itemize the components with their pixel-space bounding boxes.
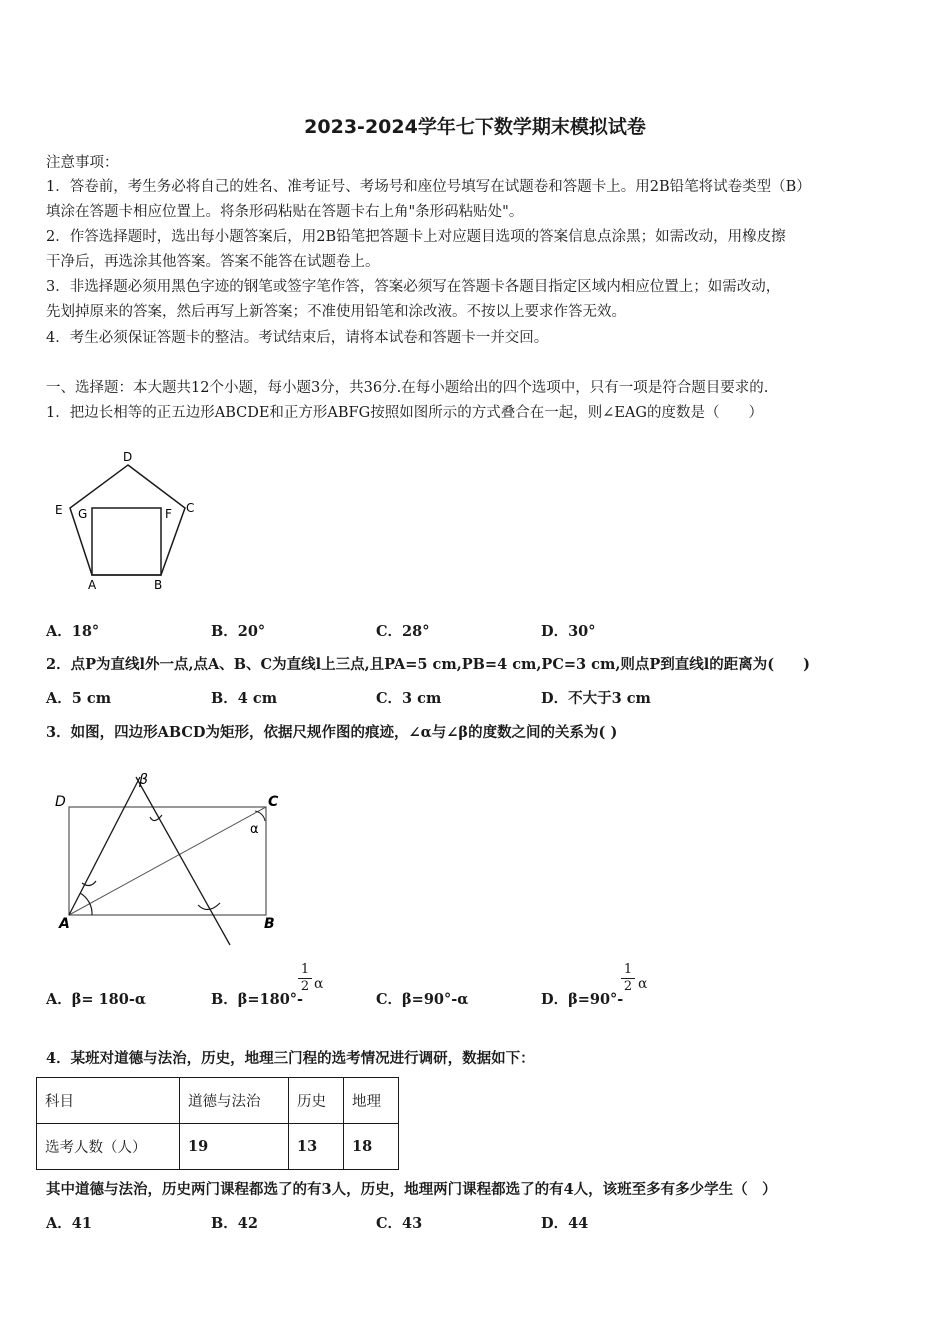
perpendicular-bisector (136, 777, 230, 945)
table-cell: 19 (180, 1124, 289, 1170)
q3-figure (50, 765, 300, 950)
label-e: E (55, 503, 63, 517)
table-cell: 13 (289, 1124, 344, 1170)
square-abfg (92, 508, 161, 575)
q4-option-c: C．43 (376, 1215, 423, 1232)
q2-option-d: D．不大于3 cm (541, 690, 651, 707)
page-title: 2023-2024学年七下数学期末模拟试卷 (304, 116, 646, 138)
q1-figure (45, 445, 205, 595)
q2-option-c: C．3 cm (376, 690, 442, 707)
label-c: C (268, 794, 279, 810)
q4-after: 其中道德与法治，历史两门课程都选了的有3人，历史，地理两门课程都选了的有4人，该班至多有多少学生（ ） (46, 1181, 777, 1198)
q2-option-a: A．5 cm (46, 690, 112, 707)
q3-option-b: B．β=180°- (211, 991, 304, 1008)
q2-option-b: B．4 cm (211, 690, 278, 707)
arc-a (80, 893, 92, 915)
table-header-cell: 历史 (289, 1078, 344, 1124)
table-header-cell: 道德与法治 (180, 1078, 289, 1124)
notice-line: 3．非选择题必须用黑色字迹的钢笔或签字笔作答，答案必须写在答题卡各题目指定区域内相应位置上；如需改动， (46, 279, 781, 295)
q1-option-d: D．30° (541, 623, 596, 640)
label-d: D (123, 450, 133, 464)
q3-option-b-fraction: 1 2 (298, 963, 312, 994)
label-f: F (165, 507, 172, 521)
q3-option-a: A．β= 180-α (46, 991, 147, 1008)
q3-option-d-fraction: 1 2 (621, 963, 635, 994)
table-row (37, 1124, 399, 1170)
label-a: A (88, 578, 97, 592)
q4-option-a: A．41 (46, 1215, 92, 1232)
notice-heading: 注意事项： (46, 155, 119, 171)
q1-option-c: C．28° (376, 623, 430, 640)
label-alpha: α (250, 822, 259, 837)
q1-option-b: B．20° (211, 623, 266, 640)
q3-stem: 3．如图，四边形ABCD为矩形，依据尺规作图的痕迹，∠α与∠β的度数之间的关系为( ) (46, 724, 618, 741)
table-header-row (37, 1078, 399, 1124)
notice-line: 干净后，再选涂其他答案。答案不能答在试题卷上。 (46, 254, 380, 270)
label-c: C (186, 501, 195, 515)
notice-line: 1．答卷前，考生务必将自己的姓名、准考证号、考场号和座位号填写在试题卷和答题卡上。用2B铅笔将试卷类型（B） (46, 179, 811, 195)
notice-line: 4．考生必须保证答题卡的整洁。考试结束后，请将本试卷和答题卡一并交回。 (46, 330, 549, 346)
notice-line: 填涂在答题卡相应位置上。将条形码粘贴在答题卡右上角"条形码粘贴处"。 (46, 204, 524, 220)
notice-line: 先划掉原来的答案，然后再写上新答案；不准使用铅笔和涂改液。不按以上要求作答无效。 (46, 304, 626, 320)
arc-mark-1 (82, 881, 96, 886)
table-cell: 18 (344, 1124, 399, 1170)
label-d: D (55, 794, 66, 810)
q3-option-c: C．β=90°-α (376, 991, 469, 1008)
label-g: G (78, 507, 88, 521)
section-heading: 一、选择题：本大题共12个小题，每小题3分，共36分.在每小题给出的四个选项中，只有一项是符合题目要求的. (46, 380, 769, 396)
q1-option-a: A．18° (46, 623, 100, 640)
table-header-cell: 科目 (37, 1078, 180, 1124)
q4-option-b: B．42 (211, 1215, 258, 1232)
table-cell: 选考人数（人） (37, 1124, 180, 1170)
q4-table (36, 1077, 399, 1170)
q3-option-d-alpha: α (638, 976, 648, 992)
q3-option-d: D．β=90°- (541, 991, 624, 1008)
label-a: A (59, 916, 70, 932)
q4-stem: 4．某班对道德与法治，历史，地理三门程的选考情况进行调研，数据如下： (46, 1050, 535, 1067)
label-beta: β (139, 772, 148, 788)
diagonal-ac (69, 807, 266, 915)
table-header-cell: 地理 (344, 1078, 399, 1124)
label-b: B (154, 578, 163, 592)
q2-stem: 2．点P为直线l外一点,点A、B、C为直线l上三点,且PA=5 cm,PB=4 cm,PC=3 cm,则点P到直线l的距离为( ) (46, 656, 811, 673)
line-a-beta (69, 777, 140, 915)
label-b: B (264, 916, 275, 932)
notice-line: 2．作答选择题时，选出每小题答案后，用2B铅笔把答题卡上对应题目选项的答案信息点涂黑；如需改动，用橡皮擦 (46, 229, 786, 245)
q3-option-b-alpha: α (314, 976, 324, 992)
q4-option-d: D．44 (541, 1215, 589, 1232)
q1-stem: 1．把边长相等的正五边形ABCDE和正方形ABFG按照如图所示的方式叠合在一起，则∠EAG的度数是（ ） (46, 405, 763, 421)
